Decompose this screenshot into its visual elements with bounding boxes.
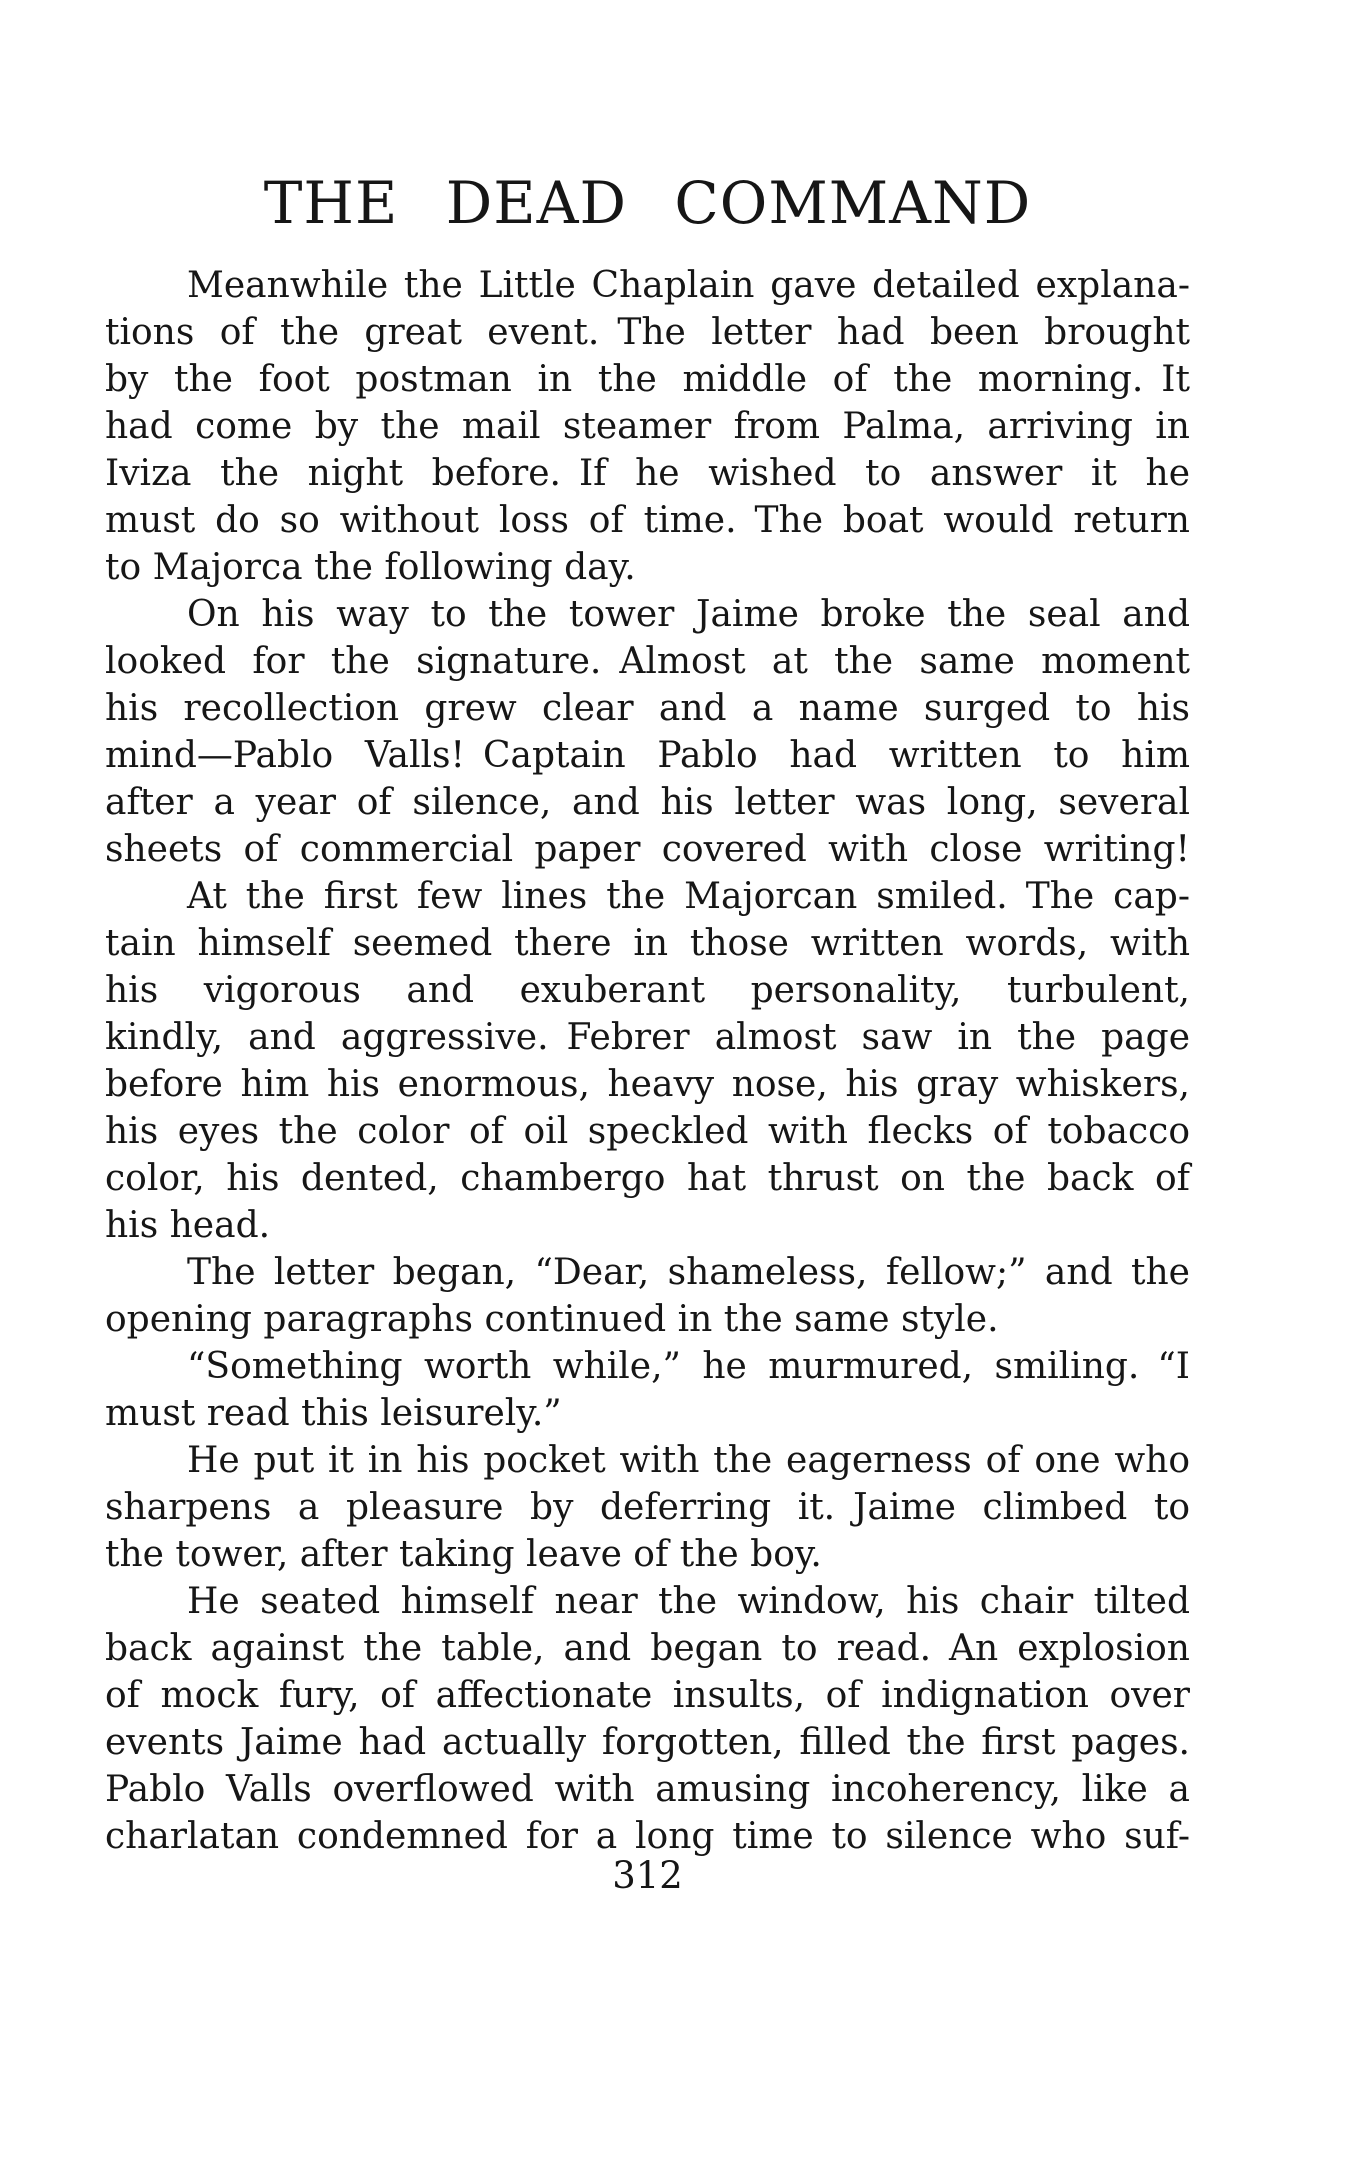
text-line: charlatan condemned for a long time to silence who suf-	[105, 1816, 1190, 1857]
paragraph	[105, 1578, 1190, 1860]
text-line: On his way to the tower Jaime broke the seal and	[187, 594, 1190, 635]
text-line: must do so without loss of time. The boat would return	[105, 500, 1190, 541]
text-line: He put it in his pocket with the eagerness of one who	[187, 1440, 1190, 1481]
text-line: The letter began, “Dear, shameless, fellow;” and the	[187, 1252, 1190, 1293]
paragraph	[105, 591, 1190, 873]
text-line: color, his dented, chambergo hat thrust on the back of	[105, 1158, 1190, 1199]
text-line: events Jaime had actually forgotten, filled the first pages.	[105, 1722, 1190, 1763]
text-line: the tower, after taking leave of the boy.	[105, 1534, 822, 1575]
text-line: after a year of silence, and his letter was long, several	[105, 782, 1190, 823]
paragraph	[105, 1343, 1190, 1437]
text-line: At the first few lines the Majorcan smiled. The cap-	[187, 876, 1190, 917]
page-body	[105, 262, 1190, 1860]
text-line: sheets of commercial paper covered with close writing!	[105, 829, 1190, 870]
text-line: opening paragraphs continued in the same style.	[105, 1299, 999, 1340]
text-line: his recollection grew clear and a name surged to his	[105, 688, 1190, 729]
text-line: to Majorca the following day.	[105, 547, 636, 588]
text-line: had come by the mail steamer from Palma, arriving in	[105, 406, 1190, 447]
text-line: his eyes the color of oil speckled with flecks of tobacco	[105, 1111, 1190, 1152]
text-line: Pablo Valls overflowed with amusing incoherency, like a	[105, 1769, 1190, 1810]
text-line: tain himself seemed there in those written words, with	[105, 923, 1190, 964]
text-line: He seated himself near the window, his chair tilted	[187, 1581, 1190, 1622]
text-line: his head.	[105, 1205, 271, 1246]
text-line: looked for the signature. Almost at the same moment	[105, 641, 1190, 682]
text-line: back against the table, and began to read. An explosion	[105, 1628, 1190, 1669]
paragraph	[105, 1437, 1190, 1578]
text-line: by the foot postman in the middle of the morning. It	[105, 359, 1190, 400]
page-number: 312	[612, 1854, 683, 1897]
text-line: of mock fury, of affectionate insults, of indignation over	[105, 1675, 1190, 1716]
paragraph	[105, 873, 1190, 1249]
text-line: tions of the great event. The letter had been brought	[105, 312, 1190, 353]
paragraph	[105, 1249, 1190, 1343]
text-line: his vigorous and exuberant personality, turbulent,	[105, 970, 1190, 1011]
text-line: Meanwhile the Little Chaplain gave detailed explana-	[187, 265, 1190, 306]
text-line: mind—Pablo Valls! Captain Pablo had written to him	[105, 735, 1190, 776]
paragraph	[105, 262, 1190, 591]
text-line: sharpens a pleasure by deferring it. Jaime climbed to	[105, 1487, 1190, 1528]
text-line: before him his enormous, heavy nose, his gray whiskers,	[105, 1064, 1190, 1105]
text-line: Iviza the night before. If he wished to answer it he	[105, 453, 1190, 494]
text-line: “Something worth while,” he murmured, smiling. “I	[187, 1346, 1190, 1387]
text-line: kindly, and aggressive. Febrer almost saw in the page	[105, 1017, 1190, 1058]
text-line: must read this leisurely.”	[105, 1393, 562, 1434]
page-title: THE DEAD COMMAND	[263, 169, 1032, 237]
